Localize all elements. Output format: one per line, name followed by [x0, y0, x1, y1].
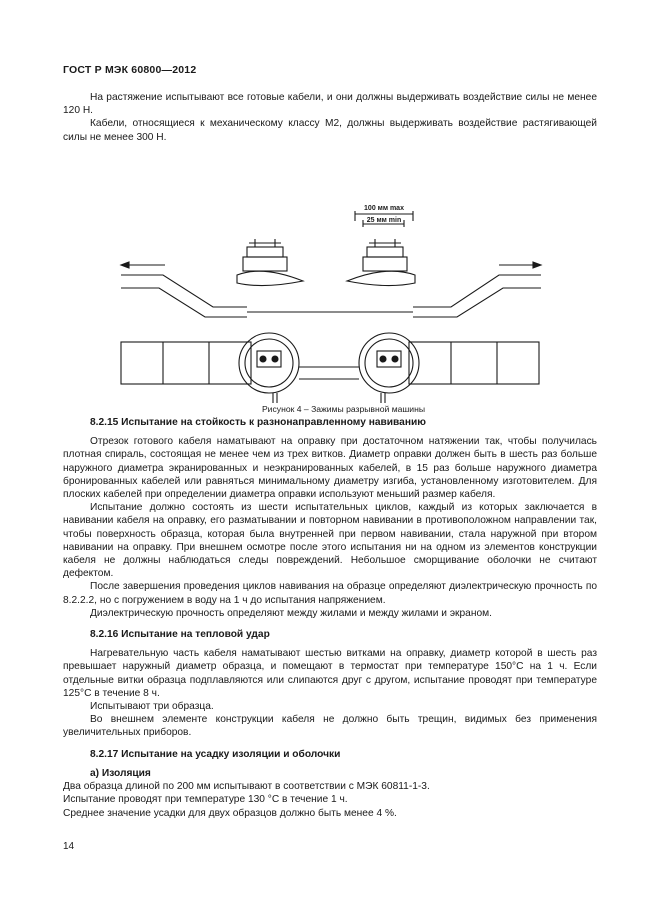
s8215-paragraph-2: Испытание должно состоять из шести испытательных циклов, каждый из которых заключается в навивании кабеля на оправку, его разматывании и повторном навивании в противоположном направлении так, чтобы поверхность образца, которая была внутренней при первом навивании, стала наружной при втором навивании на оправку. При внешнем осмотре после этого испытания ни на одном из элементов конструкции кабеля не должны наблюдаться следы повреждений. Небольшое сморщивание оболочки не считают дефектом. — [63, 502, 597, 580]
s8215-paragraph-1: Отрезок готового кабеля наматывают на оправку при достаточном натяжении так, чтобы получилась плотная спираль, состоящая не менее чем из трех витков. Диаметр оправки должен быть в шесть раз больше наружного диаметра экранированных и неэкранированных кабелей, в 15 раз больше наружного диаметра бронированных кабелей или равняться минимальному диаметру изгиба, установленному изготовителем. Для плоских кабелей при определении диаметра оправки используют меньший размер кабеля. — [63, 436, 597, 501]
section-8-2-16-title: 8.2.16 Испытание на тепловой удар — [90, 629, 270, 641]
s8215-paragraph-3: После завершения проведения циклов навивания на образце определяют диэлектрическую прочность по 8.2.2.2, но с погружением в воду на 1 ч до испытания напряжением. — [63, 581, 597, 606]
s8217-line-2: Испытание проводят при температуре 130 °С в течение 1 ч. — [63, 794, 348, 806]
s8217-line-3: Среднее значение усадки для двух образцов должно быть менее 4 %. — [63, 807, 397, 819]
s8216-paragraph-3: Во внешнем элементе конструкции кабеля не должно быть трещин, видимых без применения увеличительных приборов. — [63, 714, 597, 739]
standard-header: ГОСТ Р МЭК 60800—2012 — [63, 64, 197, 76]
intro-paragraph-2: Кабели, относящиеся к механическому классу М2, должны выдерживать воздействие растягивающей силы не менее 300 Н. — [63, 118, 597, 143]
s8217-subsection-title: а) Изоляция — [90, 767, 151, 779]
dimension-max-label: 100 мм max — [364, 204, 404, 212]
s8217-line-1: Два образца длиной по 200 мм испытывают в соответствии с МЭК 60811-1-3. — [63, 781, 430, 793]
s8216-paragraph-1: Нагревательную часть кабеля наматывают шестью витками на оправку, диаметр которой в шесть раз превышает наружный диаметр образца, и помещают в термостат при температуре 150°С на 1 ч. Если отдельные витки образца подплавляются или слипаются друг с другом, испытание проводят при температуре 125°С в течение 8 ч. — [63, 648, 597, 699]
dimension-min-label: 25 мм min — [366, 216, 402, 224]
page-number: 14 — [63, 841, 75, 852]
s8216-paragraph-2: Испытывают три образца. — [90, 701, 214, 713]
s8215-paragraph-4: Диэлектрическую прочность определяют между жилами и между жилами и экраном. — [90, 607, 492, 619]
page-content — [63, 91, 597, 820]
clamps-drawing — [63, 147, 597, 403]
section-8-2-15-title: 8.2.15 Испытание на стойкость к разнонаправленному навиванию — [90, 417, 426, 429]
intro-paragraph-1: На растяжение испытывают все готовые кабели, и они должны выдерживать воздействие силы не менее 120 Н. — [63, 92, 597, 117]
figure-tensile-clamps — [63, 147, 597, 403]
section-8-2-17-title: 8.2.17 Испытание на усадку изоляции и оболочки — [90, 748, 341, 760]
figure-caption: Рисунок 4 – Зажимы разрывной машины — [261, 403, 426, 414]
